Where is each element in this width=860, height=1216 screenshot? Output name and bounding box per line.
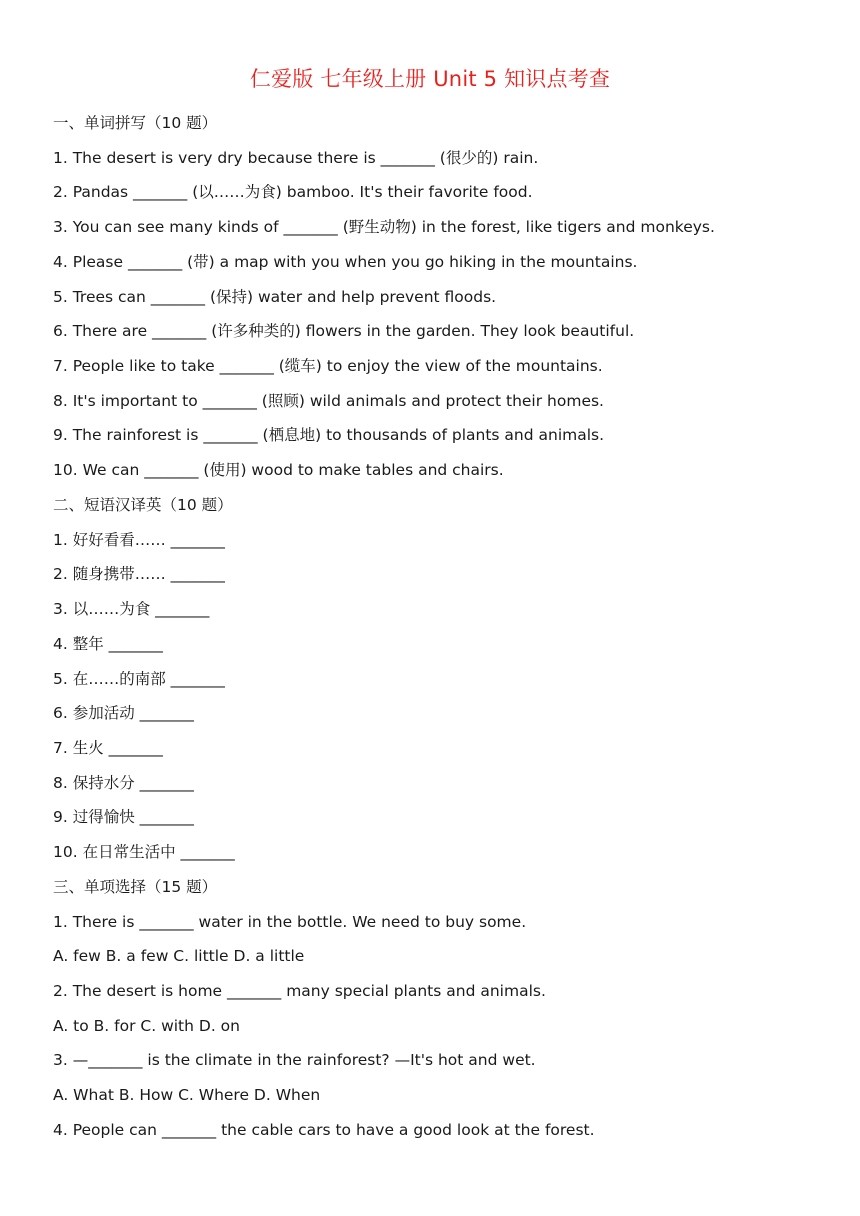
document-line: 10. We can _______ (使用) wood to make tables and chairs. — [53, 461, 504, 480]
document-line: A. to B. for C. with D. on — [53, 1016, 240, 1035]
document-line: 2. Pandas _______ (以……为食) bamboo. It's their favorite food. — [53, 183, 533, 202]
document-line: 一、单词拼写（10 题） — [53, 114, 218, 132]
document-line: 3. 以……为食 _______ — [53, 600, 210, 619]
document-line: 6. There are _______ (许多种类的) flowers in the garden. They look beautiful. — [53, 322, 635, 341]
document-line: 7. 生火 _______ — [53, 738, 163, 757]
document-line: 1. 好好看看…… _______ — [53, 530, 225, 549]
document-line: 5. Trees can _______ (保持) water and help prevent floods. — [53, 287, 497, 306]
document-line: 二、短语汉译英（10 题） — [53, 495, 233, 514]
document-line: 1. There is _______ water in the bottle. We need to buy some. — [53, 912, 527, 931]
document-line: 2. 随身携带…… _______ — [53, 565, 225, 584]
document-body — [53, 109, 833, 1151]
document-line: 1. The desert is very dry because there is _______ (很少的) rain. — [53, 148, 539, 167]
document-line: 2. The desert is home _______ many special plants and animals. — [53, 981, 546, 1000]
document-line: 5. 在……的南部 _______ — [53, 669, 225, 688]
document-line: 三、单项选择（15 题） — [53, 877, 218, 896]
document-line: 9. The rainforest is _______ (栖息地) to thousands of plants and animals. — [53, 426, 605, 445]
document-title: 仁爱版 七年级上册 Unit 5 知识点考查 — [249, 67, 611, 91]
document-line: 4. 整年 _______ — [53, 634, 163, 653]
document-line: 3. —_______ is the climate in the rainforest? —It's hot and wet. — [53, 1051, 536, 1070]
document-line: 6. 参加活动 _______ — [53, 704, 194, 723]
document-line: A. few B. a few C. little D. a little — [53, 947, 305, 966]
document-line: 9. 过得愉快 _______ — [53, 808, 194, 827]
document-line: A. What B. How C. Where D. When — [53, 1086, 321, 1105]
document-line: 7. People like to take _______ (缆车) to enjoy the view of the mountains. — [53, 357, 603, 376]
document-line: 8. It's important to _______ (照顾) wild animals and protect their homes. — [53, 391, 604, 410]
document-line: 4. Please _______ (带) a map with you when you go hiking in the mountains. — [53, 252, 638, 271]
document-line: 3. You can see many kinds of _______ (野生动物) in the forest, like tigers and monkeys. — [53, 218, 715, 237]
document-line: 10. 在日常生活中 _______ — [53, 843, 235, 862]
document-line: 4. People can _______ the cable cars to have a good look at the forest. — [53, 1120, 595, 1139]
document-line: 8. 保持水分 _______ — [53, 773, 194, 792]
